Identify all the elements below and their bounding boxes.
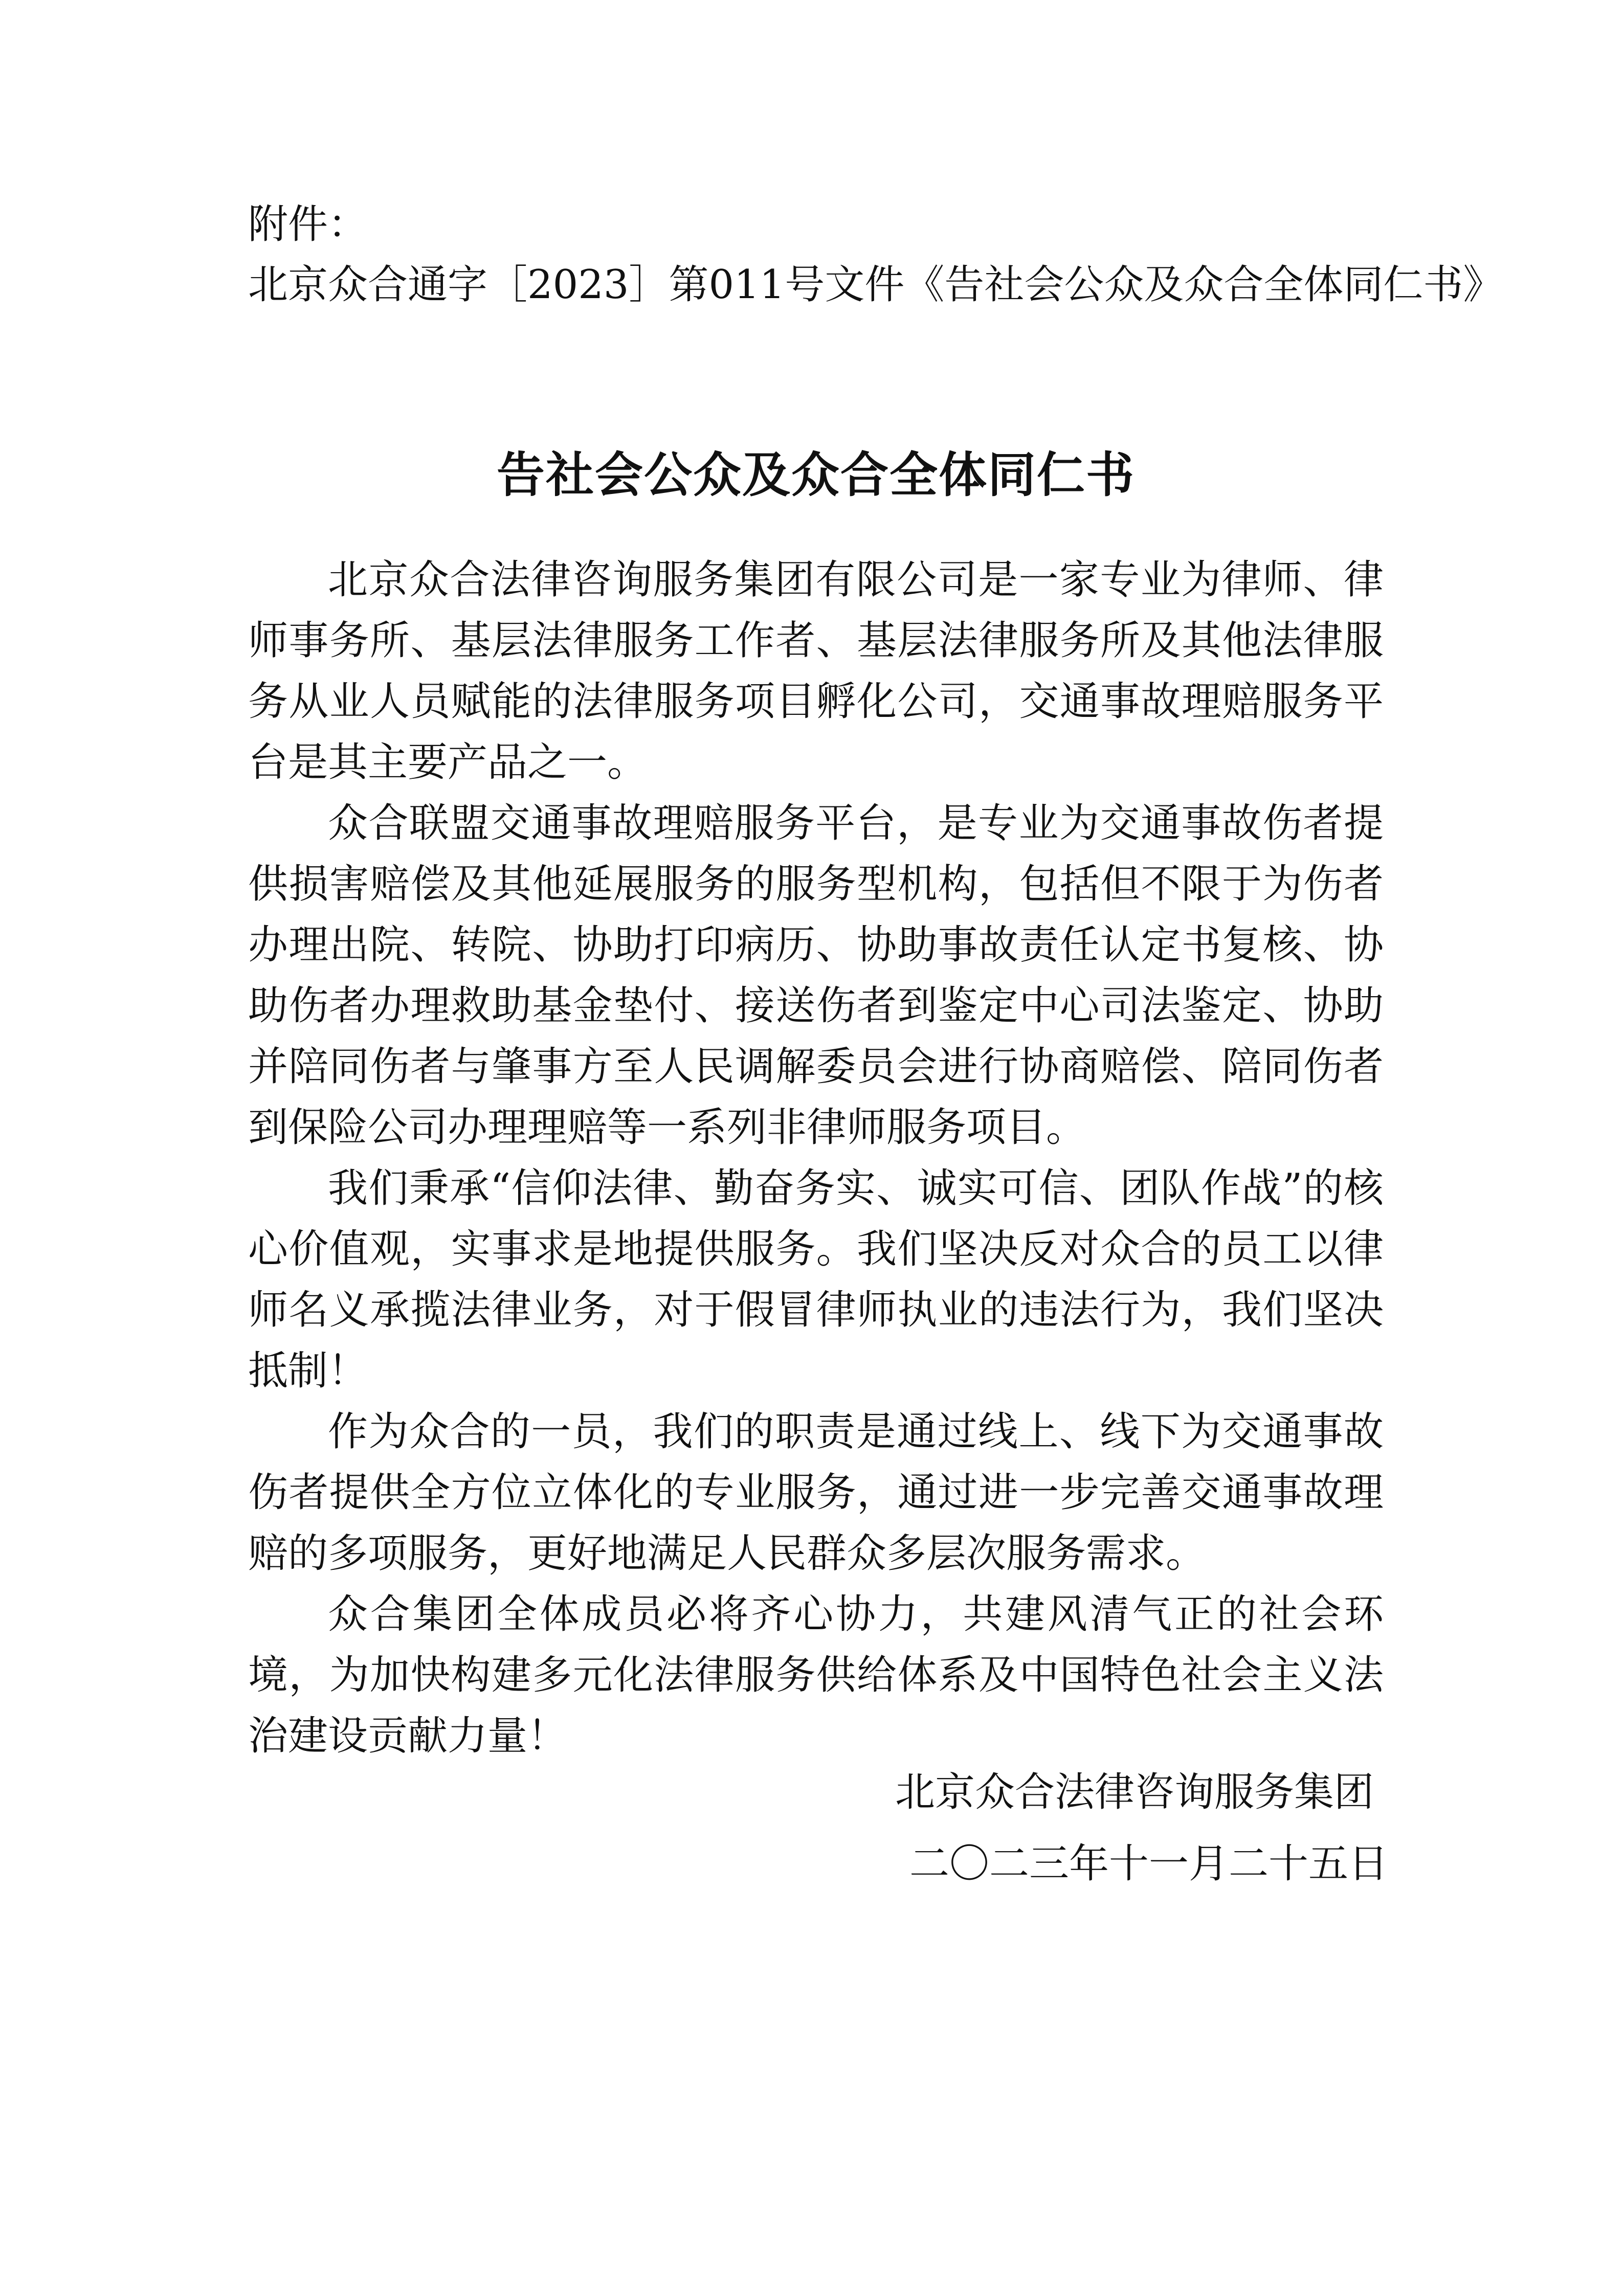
paragraph-responsibilities: 作为众合的一员，我们的职责是通过线上、线下为交通事故伤者提供全方位立体化的专业服务，通过进一步完善交通事故理赔的多项服务，更好地满足人民群众多层次服务需求。 (248, 1409, 1384, 1577)
paragraph-closing-pledge: 众合集团全体成员必将齐心协力，共建风清气正的社会环境，为加快构建多元化法律服务供给体系及中国特色社会主义法治建设贡献力量！ (248, 1591, 1384, 1759)
attachment-header (248, 194, 1503, 315)
signature-block (895, 1757, 1389, 1900)
paragraph-core-values: 我们秉承“信仰法律、勤奋务实、诚实可信、团队作战”的核心价值观，实事求是地提供服务。我们坚决反对众合的员工以律师名义承揽法律业务，对于假冒律师执业的违法行为，我们坚决抵制！ (248, 1165, 1384, 1394)
attachment-label: 附件： (248, 201, 368, 247)
attachment-doc-ref: 北京众合通字［2023］第011号文件《告社会公众及众合全体同仁书》 (248, 262, 1503, 308)
document-title: 告社会公众及众合全体同仁书 (496, 447, 1135, 503)
paragraph-company-intro: 北京众合法律咨询服务集团有限公司是一家专业为律师、律师事务所、基层法律服务工作者、基层法律服务所及其他法律服务从业人员赋能的法律服务项目孵化公司，交通事故理赔服务平台是其主要产品之一。 (248, 557, 1384, 785)
paragraph-platform-services: 众合联盟交通事故理赔服务平台，是专业为交通事故伤者提供损害赔偿及其他延展服务的服务型机构，包括但不限于为伤者办理出院、转院、协助打印病历、协助事故责任认定书复核、协助伤者办理救助基金垫付、接送伤者到鉴定中心司法鉴定、协助并陪同伤者与肇事方至人民调解委员会进行协商赔偿、陪同伤者到保险公司办理理赔等一系列非律师服务项目。 (248, 800, 1384, 1151)
signature-org: 北京众合法律咨询服务集团 (895, 1769, 1374, 1815)
document-body (248, 550, 1384, 1767)
signature-date: 二〇二三年十一月二十五日 (909, 1841, 1389, 1887)
